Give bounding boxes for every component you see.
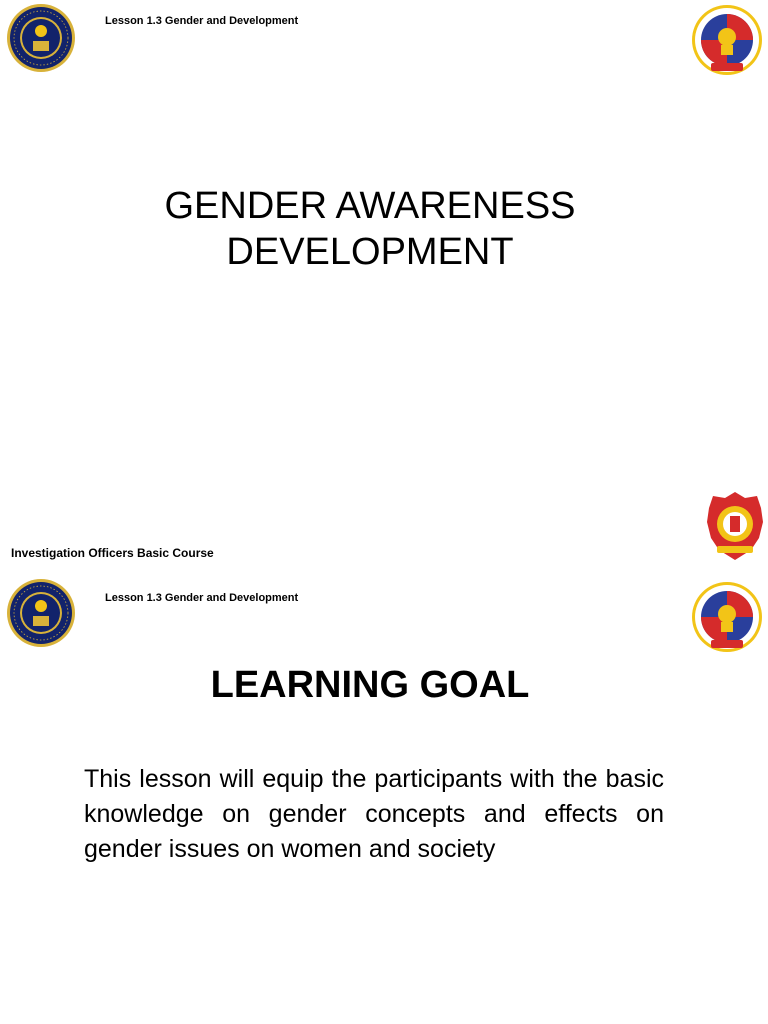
lesson-header: Lesson 1.3 Gender and Development: [105, 15, 299, 27]
investigation-seal-logo: [6, 578, 76, 648]
learning-goal-heading: LEARNING GOAL: [210, 664, 530, 706]
pnp-seal-logo: [691, 580, 763, 654]
lesson-header: Lesson 1.3 Gender and Development: [105, 592, 299, 604]
title-line-2: DEVELOPMENT: [226, 231, 514, 273]
pnp-seal-logo: [691, 3, 763, 77]
title-line-1: GENDER AWARENESS: [164, 185, 576, 227]
pnp-badge-logo: [705, 490, 765, 562]
course-footer: Investigation Officers Basic Course: [11, 546, 214, 560]
slide-title: [0, 183, 740, 275]
learning-goal-text: This lesson will equip the participants with the basic knowledge on gender concepts and effects on gender issues on women and society: [84, 765, 664, 863]
investigation-seal-logo: [6, 3, 76, 73]
